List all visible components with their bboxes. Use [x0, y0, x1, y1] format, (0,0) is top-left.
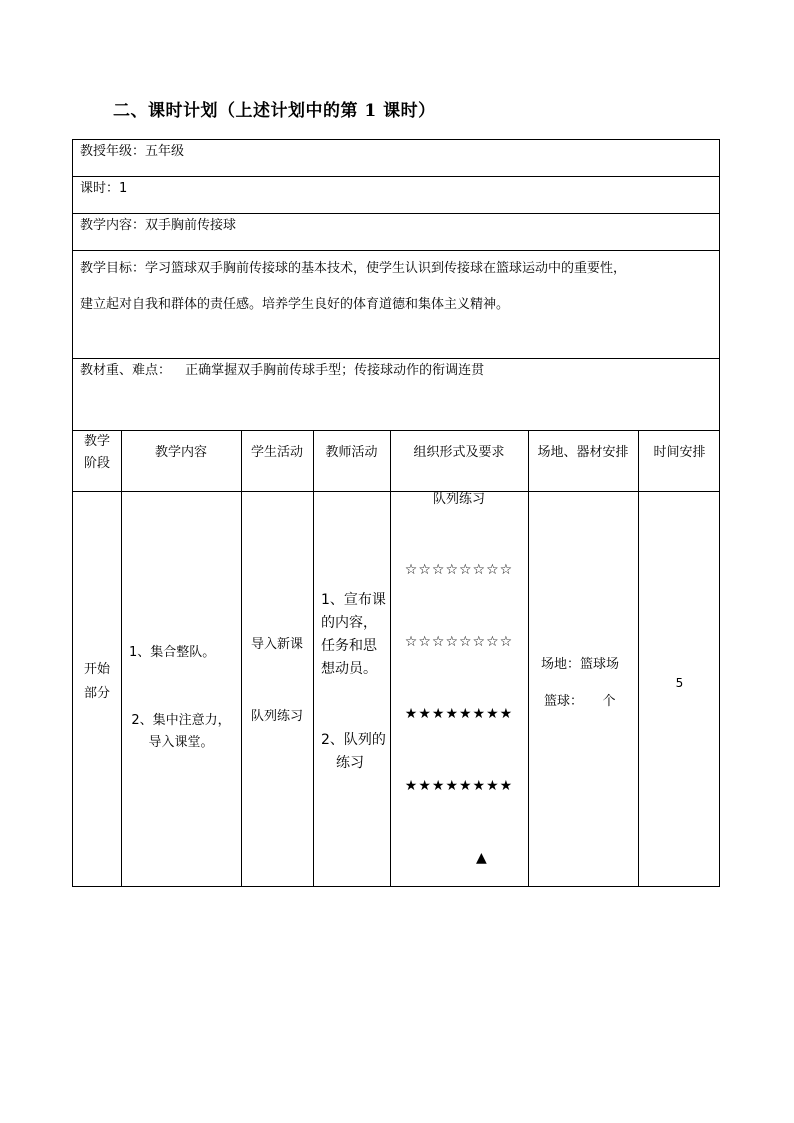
org-title: 队列练习: [432, 492, 485, 507]
teacher-item-1: [321, 589, 386, 681]
teacher-item-1-line2: 的内容，: [321, 615, 377, 631]
content-row: [73, 214, 719, 251]
formation-row-1: ☆☆☆☆☆☆☆☆: [404, 562, 514, 578]
time-value: 5: [675, 676, 684, 690]
stage-line2: 部分: [83, 686, 110, 701]
page-title: 二、课时计划（上述计划中的第 1 课时）: [113, 101, 436, 121]
content-item-1: 1、集合整队。: [129, 645, 216, 660]
header-venue: 场地、器材安排: [537, 445, 629, 460]
formation-row-3: ★★★★★★★★: [404, 706, 514, 722]
header-content: 教学内容: [154, 445, 207, 460]
goal-text-line2: 建立起对自我和群体的责任感。培养学生良好的体育道德和集体主义精神。: [80, 297, 510, 312]
lesson-row: [73, 177, 719, 214]
grade-row: [73, 140, 719, 177]
header-student: 学生活动: [250, 445, 303, 460]
header-org: 组织形式及要求: [413, 445, 505, 460]
header-time: 时间安排: [653, 445, 706, 460]
key-points-row: [73, 359, 719, 431]
stage-line1: 开始: [83, 662, 110, 677]
key-points-label: 教材重、难点：: [80, 363, 172, 378]
teacher-item-2: [321, 729, 386, 775]
lesson-plan-table: [72, 139, 720, 887]
column-divider: [241, 431, 242, 886]
lesson-text: 课时：1: [80, 181, 128, 196]
formation-row-2: ☆☆☆☆☆☆☆☆: [404, 634, 514, 650]
teacher-item-1-line3: 任务和思: [321, 638, 377, 654]
goal-row: [73, 251, 719, 359]
header-teacher: 教师活动: [325, 445, 378, 460]
teacher-item-2-line1: 2、队列的: [321, 732, 386, 748]
header-stage-line1: 教学: [83, 434, 110, 449]
teacher-item-1-line4: 想动员。: [321, 661, 377, 677]
venue-balls: 篮球： 个: [544, 694, 616, 709]
key-points-text: 正确掌握双手胸前传球手型；传接球动作的衔调连贯: [185, 363, 485, 378]
content-item-2-line2: 导入课堂。: [148, 735, 214, 750]
header-stage-line2: 阶段: [83, 456, 110, 471]
student-item-1: 导入新课: [250, 637, 303, 652]
goal-text-line1: 教学目标：学习篮球双手胸前传接球的基本技术，使学生认识到传接球在篮球运动中的重要性，: [80, 261, 627, 276]
formation-row-4: ★★★★★★★★: [404, 778, 514, 794]
column-divider: [528, 431, 529, 886]
column-divider: [121, 431, 122, 886]
content-item-2-line1: 2、集中注意力，: [131, 713, 231, 728]
header-stage: [73, 431, 121, 475]
venue-court: 场地：篮球场: [541, 657, 620, 672]
content-text: 教学内容：双手胸前传接球: [80, 218, 237, 233]
column-divider: [638, 431, 639, 886]
teacher-item-2-line2: 练习: [336, 755, 364, 771]
stage-cell: [73, 658, 121, 706]
teacher-item-1-line1: 1、宣布课: [321, 592, 386, 608]
content-item-2: [121, 710, 241, 754]
column-divider: [313, 431, 314, 886]
student-item-2: 队列练习: [250, 709, 303, 724]
grade-text: 教授年级：五年级: [80, 144, 185, 159]
teacher-position-icon: ▲: [476, 850, 487, 866]
